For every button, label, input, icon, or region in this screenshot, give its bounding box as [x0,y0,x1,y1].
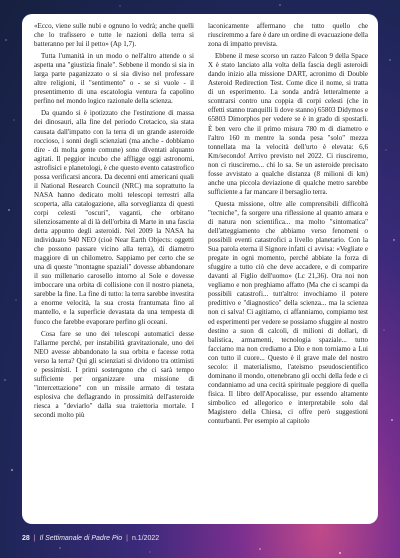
magazine-title: Il Settimanale di Padre Pio [39,534,123,542]
article-paragraph: Questa missione, oltre alle comprensibili difficoltà "tecniche", fa sorgere una riflessione al quanto amara e di natura non scientifica... ma molto "sintomatica" dell'atteggiamento che abbiamo verso fenomeni o possibili eventi catastrofici a livello planetario. Con la Sua parola eterna il Signore infatti ci avvisa: «Vegliate e pregate in ogni momento, perché abbiate la forza di sfuggire a tutto ciò che deve accadere, e di comparire davanti al Figlio dell'uomo» (Lc 21,36). Ora noi non vegliamo e non preghiamo affatto (Ma che ci scampi da possibili catastrofi... tutt'altro: invochiamo il potere predittivo e "diagnostico" della scienza... ma la scienza non ci salva! Ci agitiamo, ci affanniamo, compiamo test ed esperimenti per vedere se possiamo sfuggire al nostro destino a suon di calcoli, di milioni di dollari, di balistica, armamenti, tecnologia spaziale... tutto facciamo ma non crediamo a Dio e non torniamo a Lui con tutto il cuore... Questo è il grave male del nostro secolo: il materialismo, l'ateismo pseudoscientifico dominano il mondo, ottenebrano gli occhi della fede e ci condanniamo ad una cecità spirituale peggiore di quella fisica. Il libro dell'Apocalisse, pur essendo altamente simbolico ed allegorico e interpretabile solo dal Magistero della Chiesa, ci offre però suggestioni conturbanti. Per esempio al capitolo [208,199,368,426]
article-paragraph: Cosa fare se uno dei telescopi automatici desse l'allarme perché, per instabilità gravitazionale, uno dei NEO avesse abbandonato la sua orbita e facesse rotta verso la terra? Qui gli scienziati si dividono tra ottimisti e pessimisti. I primi sostengono che ci sarà tempo sufficiente per organizzare una missione di "intercettazione" con un missile armato di testata esplosiva che deflagrando in prossimità dell'asteroide riesca a "deviarlo" dalla sua traiettoria mortale. I secondi molto più [34,329,194,419]
article-paragraph: «Ecco, viene sulle nubi e ognuno lo vedrà; anche quelli che lo trafissero e tutte le nazioni della terra si batteranno per lui il petto» (Ap 1,7). [34,22,194,49]
issue-number: n.1/2022 [131,534,160,542]
article-column-left [34,22,194,423]
article-paragraph: Tutta l'umanità in un modo o nell'altro attende o si aspetta una "giustizia finale". Sebbene il mondo si sia in larga parte paganizzato o si sia diviso nel professare altre religioni, il "sentimento" o - se si vuole - il presentimento di una escatologia ventura fa capolino perfino nel mondo logico razionale della scienza. [34,52,194,106]
page-footer [22,531,378,545]
article-paragraph: Ebbene il mese scorso un razzo Falcon 9 della Space X è stato lanciato alla volta della fascia degli asteroidi dando inizio alla missione DART, acronimo di Double Asteroid Redirection Test. Come dice il nome, si tratta di un esperimento. La sonda andrà letteralmente a scontrarsi contro una coppia di corpi celesti (che in effetti stanno tranquilli li dove stanno) 65803 Didymos e 65803 Dimorphos per vedere se è in grado di spostarli. È ben vero che il primo misura 780 m di diametro e l'altro 160 m mentre la sonda pesa "solo" mezza tonnellata ma la velocità dell'urto è elevata: 6,6 Km/secondo! Arrivo previsto nel 2022. Ci riusciremo, non ci riusciremo... chi lo sa. Se un asteroide precisato fosse avvistato a qualche distanza (8 milioni di km) anche una piccola deviazione di qualche metro sarebbe sufficiente a far mancare il bersaglio terra. [208,52,368,196]
footer-separator: | [33,534,36,542]
article-paragraph: Da quando si è ipotizzato che l'estinzione di massa dei dinosauri, alla fine del periodo Cretacico, sia stata causata dall'impatto con la terra di un grande asteroide roccioso, i sonni degli scienziati (ma anche - dobbiamo dire - di molta gente comune) sono diventati alquanto agitati. Il peggior incubo che affligge oggi astronomi, astrofisici e planetologi, è che questo evento catastrofico possa verificarsi ancora. Da decenni enti americani quali il National Research Council (NRC) ma soprattutto la NASA hanno dedicato molti telescopi terrestri alla scoperta, alla catalogazione, alla sorveglianza di questi corpi celesti "oscuri", vaganti, che orbitano silenziosamente al di là dell'orbita di Marte in una fascia detta appunto degli asteroidi. Nel 2009 la NASA ha individuato 940 NEO (cioè Near Earth Objects: oggetti che possono passare vicino alla terra), di diametro maggiore di un chilometro. Sappiamo per certo che se una di queste "montagne spaziali" dovesse abbandonare il suo millenario carosello intorno al Sole e dovesse imboccare una orbita di collisione con il nostro pianeta, sarebbe la fine. La fine di tutto: la terra sarebbe investita a enorme velocità, la sua crosta frantumata fino al mantello, e la superficie devastata da una tempesta di fuoco che farebbe evaporare perfino gli oceani. [34,109,194,326]
article-page [22,14,378,524]
page-number: 28 [22,534,30,542]
article-column-right [208,22,368,429]
footer-separator: | [126,534,128,542]
article-paragraph: laconicamente affermano che tutto quello che riusciremmo a fare è dare un ordine di evacuazione della zona di impatto prevista. [208,22,368,49]
